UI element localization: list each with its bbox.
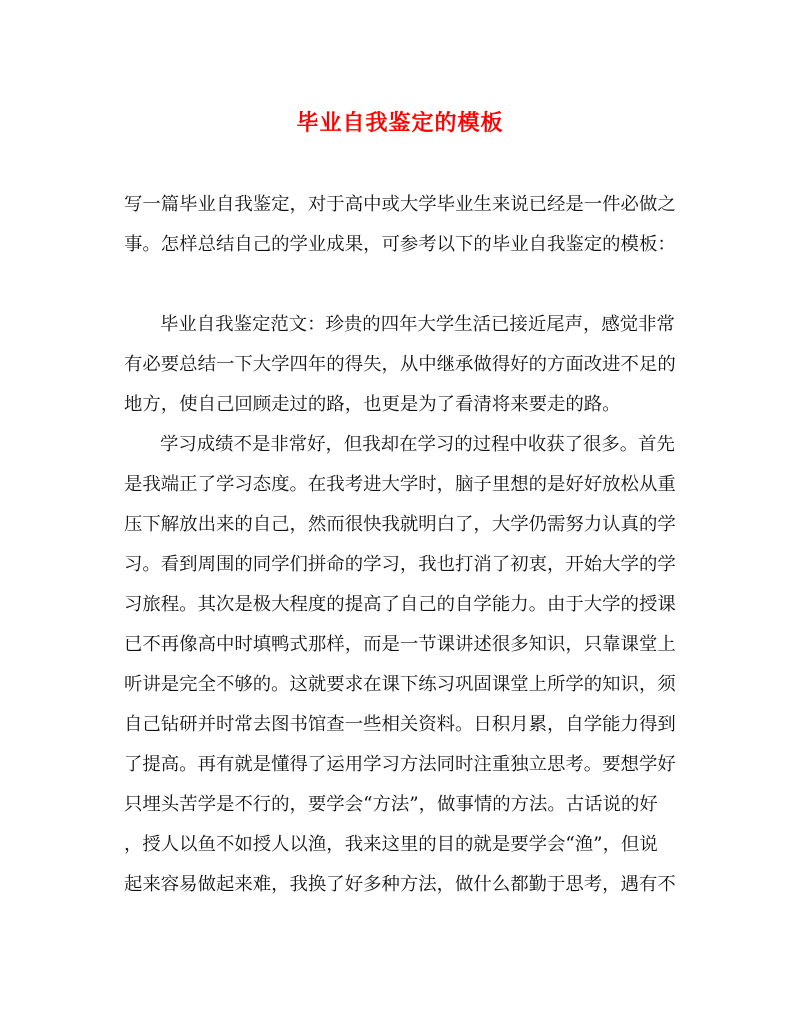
paragraph-1 xyxy=(124,305,676,425)
intro-paragraph xyxy=(124,185,676,265)
paragraph-2-line-2: 是我端正了学习态度。在我考进大学时，脑子里想的是好好放松从重 xyxy=(124,474,676,495)
paragraph-2-line-11: ，授人以鱼不如授人以渔，我来这里的目的就是要学会“渔”，但说 xyxy=(124,834,658,855)
paragraph-2-line-10: 只埋头苦学是不行的，要学会“方法”，做事情的方法。古话说的好 xyxy=(124,794,658,815)
paragraph-2-line-6: 已不再像高中时填鸭式那样，而是一节课讲述很多知识，只靠课堂上 xyxy=(124,634,676,655)
paragraph-2-line-12: 起来容易做起来难，我换了好多种方法，做什么都勤于思考，遇有不 xyxy=(124,874,676,895)
paragraph-2-line-3: 压下解放出来的自己，然而很快我就明白了，大学仍需努力认真的学 xyxy=(124,514,676,535)
paragraph-2-line-7: 听讲是完全不够的。这就要求在课下练习巩固课堂上所学的知识，须 xyxy=(124,674,676,695)
document-title: 毕业自我鉴定的模板 xyxy=(296,110,504,136)
paragraph-1-line-1: 毕业自我鉴定范文：珍贵的四年大学生活已接近尾声，感觉非常 xyxy=(160,314,675,335)
paragraph-2-line-5: 习旅程。其次是极大程度的提高了自己的自学能力。由于大学的授课 xyxy=(124,594,676,615)
paragraph-1-line-3: 地方，使自己回顾走过的路，也更是为了看清将来要走的路。 xyxy=(124,394,621,415)
paragraph-1-line-2: 有必要总结一下大学四年的得失，从中继承做得好的方面改进不足的 xyxy=(124,354,676,375)
paragraph-2 xyxy=(124,425,676,905)
paragraph-2-line-8: 自己钻研并时常去图书馆查一些相关资料。日积月累，自学能力得到 xyxy=(124,714,676,735)
paragraph-2-line-4: 习。看到周围的同学们拼命的学习，我也打消了初衷，开始大学的学 xyxy=(124,554,676,575)
paragraph-2-line-1: 学习成绩不是非常好，但我却在学习的过程中收获了很多。首先 xyxy=(160,434,675,455)
intro-line-2: 事。怎样总结自己的学业成果，可参考以下的毕业自我鉴定的模板： xyxy=(124,234,676,255)
paragraph-2-line-9: 了提高。再有就是懂得了运用学习方法同时注重独立思考。要想学好 xyxy=(124,754,676,775)
intro-line-1: 写一篇毕业自我鉴定，对于高中或大学毕业生来说已经是一件必做之 xyxy=(124,194,676,215)
